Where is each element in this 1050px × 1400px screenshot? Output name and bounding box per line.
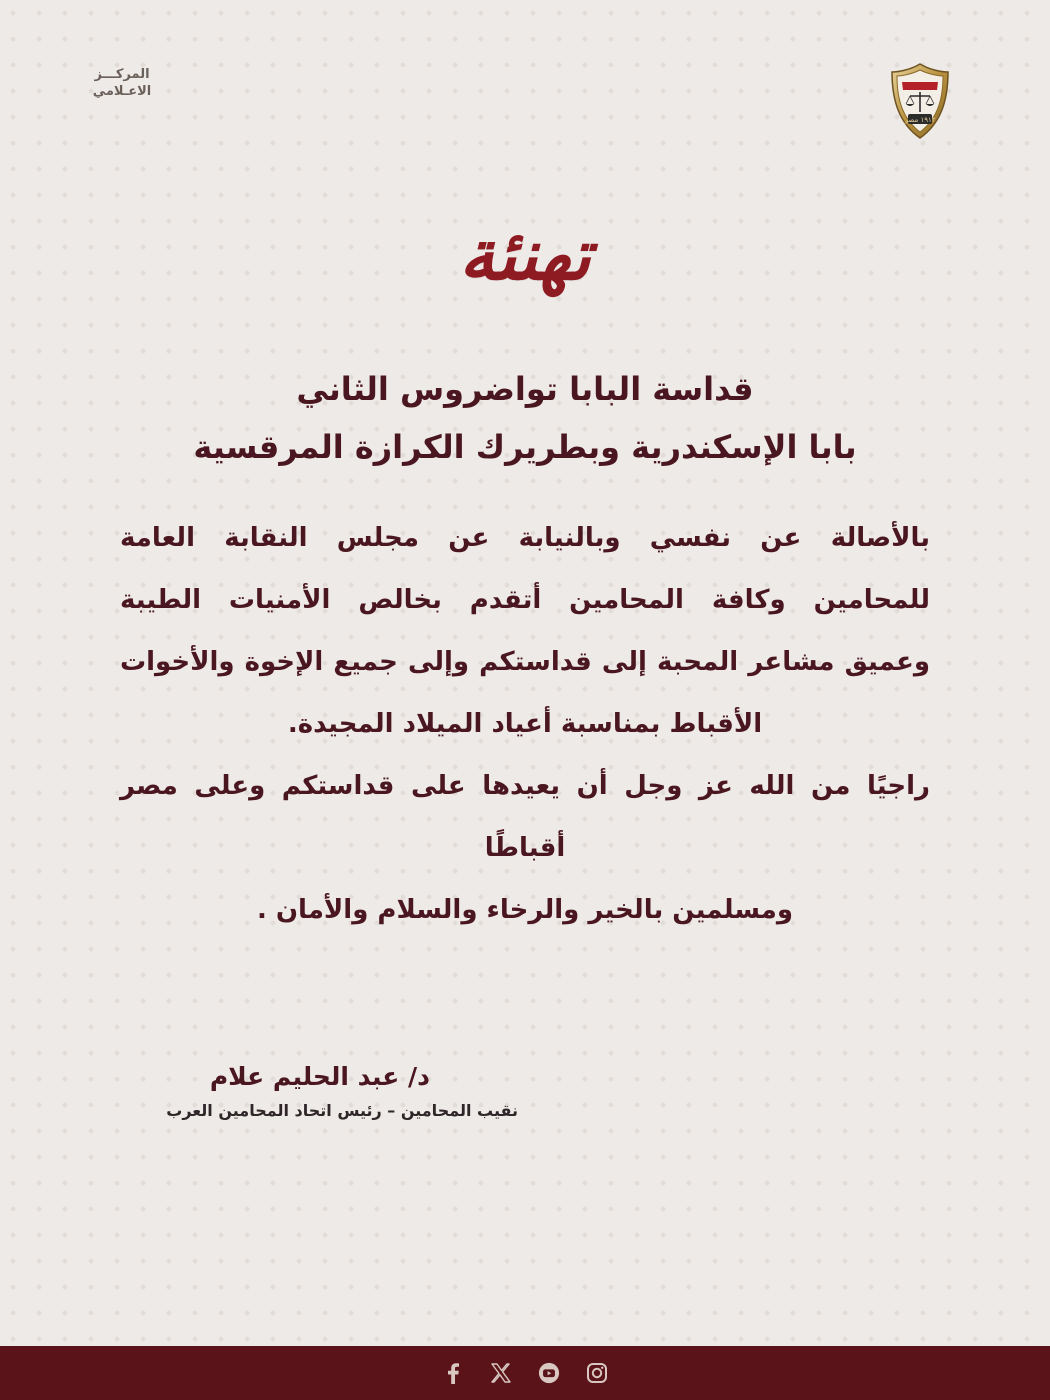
message-line-1: بالأصالة عن نفسي وبالنيابة عن مجلس النقابة العامة — [120, 523, 930, 553]
emblem-text: ١٩١٢ مصر — [904, 116, 936, 124]
message-line-5: راجيًا من الله عز وجل أن يعيدها على قداستكم وعلى مصر — [120, 771, 930, 801]
media-center-label — [82, 66, 162, 100]
message-body — [120, 507, 930, 941]
addressee-line-1: قداسة البابا تواضروس الثاني — [296, 370, 754, 408]
message-line-7: ومسلمين بالخير والرخاء والسلام والأمان . — [256, 895, 794, 925]
media-center-line1: المركـــز — [94, 67, 150, 82]
facebook-icon[interactable] — [442, 1362, 464, 1384]
addressee — [120, 360, 930, 476]
signature — [120, 1058, 518, 1120]
message-line-6: أقباطًا — [484, 833, 566, 863]
media-center-line2: الاعـلامي — [92, 84, 152, 99]
message-line-4: الأقباط بمناسبة أعياد الميلاد المجيدة. — [287, 709, 763, 739]
message-line-2: للمحامين وكافة المحامين أتقدم بخالص الأمنيات الطيبة — [120, 585, 930, 615]
addressee-line-2: بابا الإسكندرية وبطريرك الكرازة المرقسية — [193, 428, 857, 466]
x-twitter-icon[interactable] — [490, 1362, 512, 1384]
signatory-name: د/ عبد الحليم علام — [209, 1062, 430, 1091]
greeting-title: تهنئة — [459, 213, 591, 296]
signatory-title: نقيب المحامين – رئيس اتحاد المحامين العرب — [166, 1101, 518, 1120]
bar-association-emblem-icon — [888, 62, 952, 140]
footer-bar — [0, 1346, 1050, 1400]
instagram-icon[interactable] — [586, 1362, 608, 1384]
message-line-3: وعميق مشاعر المحبة إلى قداستكم وإلى جميع الإخوة والأخوات — [120, 647, 930, 677]
youtube-icon[interactable] — [538, 1362, 560, 1384]
